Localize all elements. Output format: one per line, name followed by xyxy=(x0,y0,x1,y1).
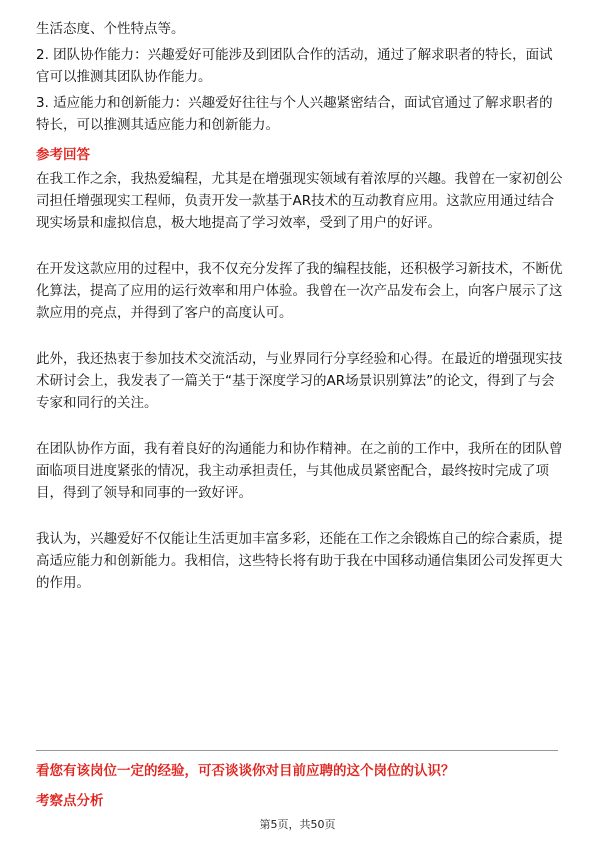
page-number-footer: 第5页，共50页 xyxy=(259,818,336,831)
next-question: 看您有该岗位一定的经验，可否谈谈你对目前应聘的这个岗位的认识？ xyxy=(36,763,455,779)
section-divider xyxy=(36,750,558,751)
answer-paragraph: 我认为，兴趣爱好不仅能让生活更加丰富多彩，还能在工作之余锻炼自己的综合素质，提高适应能力和创新能力。我相信，这些特长将有助于我在中国移动通信集团公司发挥更大的作用。 xyxy=(36,531,563,591)
main-content xyxy=(36,18,566,594)
point-adaptability-innovation: 3. 适应能力和创新能力：兴趣爱好往往与个人兴趣紧密结合，面试官通过了解求职者的特长，可以推测其适应能力和创新能力。 xyxy=(36,95,553,133)
answer-paragraph: 在团队协作方面，我有着良好的沟通能力和协作精神。在之前的工作中，我所在的团队曾面临项目进度紧张的情况，我主动承担责任，与其他成员紧密配合，最终按时完成了项目，得到了领导和同事的一致好评。 xyxy=(36,441,563,501)
answer-paragraph: 此外，我还热衷于参加技术交流活动，与业界同行分享经验和心得。在最近的增强现实技术研讨会上，我发表了一篇关于“基于深度学习的AR场景识别算法”的论文，得到了与会专家和同行的关注。 xyxy=(36,351,563,411)
analysis-heading: 考察点分析 xyxy=(36,793,104,809)
answer-paragraph: 在开发这款应用的过程中，我不仅充分发挥了我的编程技能，还积极学习新技术，不断优化算法，提高了应用的运行效率和用户体验。我曾在一次产品发布会上，向客户展示了这款应用的亮点，并得到了客户的高度认可。 xyxy=(36,261,563,321)
reference-answer-heading: 参考回答 xyxy=(36,147,90,163)
answer-paragraph: 在我工作之余，我热爱编程，尤其是在增强现实领域有着浓厚的兴趣。我曾在一家初创公司担任增强现实工程师，负责开发一款基于AR技术的互动教育应用。这款应用通过结合现实场景和虚拟信息，极大地提高了学习效率，受到了用户的好评。 xyxy=(36,171,563,231)
intro-continuation: 生活态度、个性特点等。 xyxy=(36,21,185,37)
point-team-collaboration: 2. 团队协作能力：兴趣爱好可能涉及到团队合作的活动，通过了解求职者的特长，面试官可以推测其团队协作能力。 xyxy=(36,47,553,85)
